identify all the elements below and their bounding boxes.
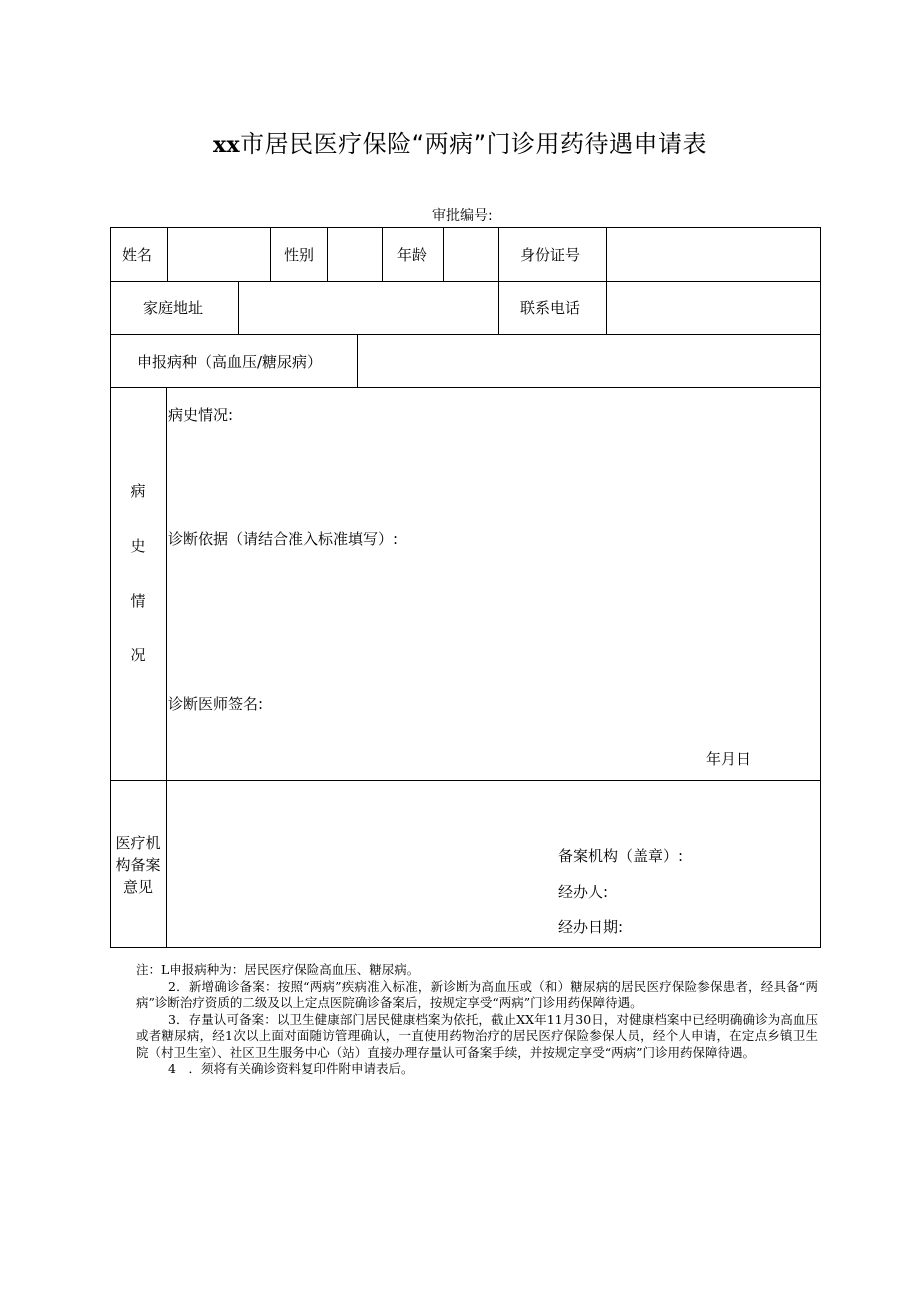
history-side-label xyxy=(123,480,153,670)
title-main: 市居民医疗保险“两病”门诊用药待遇申请表 xyxy=(240,130,708,158)
notes-section xyxy=(136,962,818,1078)
phone-label: 联系电话 xyxy=(520,299,581,317)
approval-number-label: 审批编号: xyxy=(432,208,493,224)
filing-org-label: 备案机构（盖章）: xyxy=(558,847,684,865)
home-address-label: 家庭地址 xyxy=(143,299,204,317)
note-1: 注：L申报病种为：居民医疗保险高血压、糖尿病。 xyxy=(136,962,420,977)
table-border xyxy=(111,228,821,948)
filing-side-line: 医疗机 xyxy=(115,834,161,852)
title-prefix: xx xyxy=(212,132,241,158)
history-side-char: 史 xyxy=(130,537,146,555)
note-2: 2．新增确诊备案：按照“两病”疾病准入标准，新诊断为高血压或（和）糖尿病的居民医疗保险参保患者，经具备“两病”诊断治疗资质的二级及以上定点医院确诊备案后，按规定享受“两病”门诊用药保障待遇。 xyxy=(136,978,818,1010)
note-3: 3．存量认可备案：以卫生健康部门居民健康档案为依托，截止XX年11月30日，对健康档案中已经明确确诊为高血压或者糖尿病，经1次以上面对面随访管理确认，一直使用药物治疗的居民医疗保险参保人员，经个人申请，在定点乡镇卫生院（村卫生室）、社区卫生服务中心（站）直接办理存量认可备案手续，并按规定享受“两病”门诊用药保障待遇。 xyxy=(136,1011,818,1060)
note-4: 4 ．须将有关确诊资料复印件附申请表后。 xyxy=(168,1061,414,1076)
history-side-char: 况 xyxy=(130,646,146,664)
handling-date-label: 经办日期: xyxy=(558,918,624,936)
doctor-signature-label: 诊断医师签名: xyxy=(168,695,264,713)
age-label: 年龄 xyxy=(397,246,428,264)
filing-side-line: 构备案 xyxy=(115,856,161,874)
filing-side-label xyxy=(110,832,166,898)
history-date-label: 年月日 xyxy=(706,750,752,768)
history-side-char: 情 xyxy=(130,592,146,610)
filing-side-line: 意见 xyxy=(122,878,153,896)
diagnosis-basis-label: 诊断依据（请结合准入标准填写）: xyxy=(168,530,399,548)
name-label: 姓名 xyxy=(122,246,153,264)
disease-type-label: 申报病种（高血压/糖尿病） xyxy=(137,353,323,371)
medical-history-label: 病史情况: xyxy=(168,406,234,424)
gender-label: 性别 xyxy=(284,246,315,264)
id-number-label: 身份证号 xyxy=(520,246,581,264)
history-side-char: 病 xyxy=(130,482,146,500)
handler-label: 经办人: xyxy=(558,883,609,901)
